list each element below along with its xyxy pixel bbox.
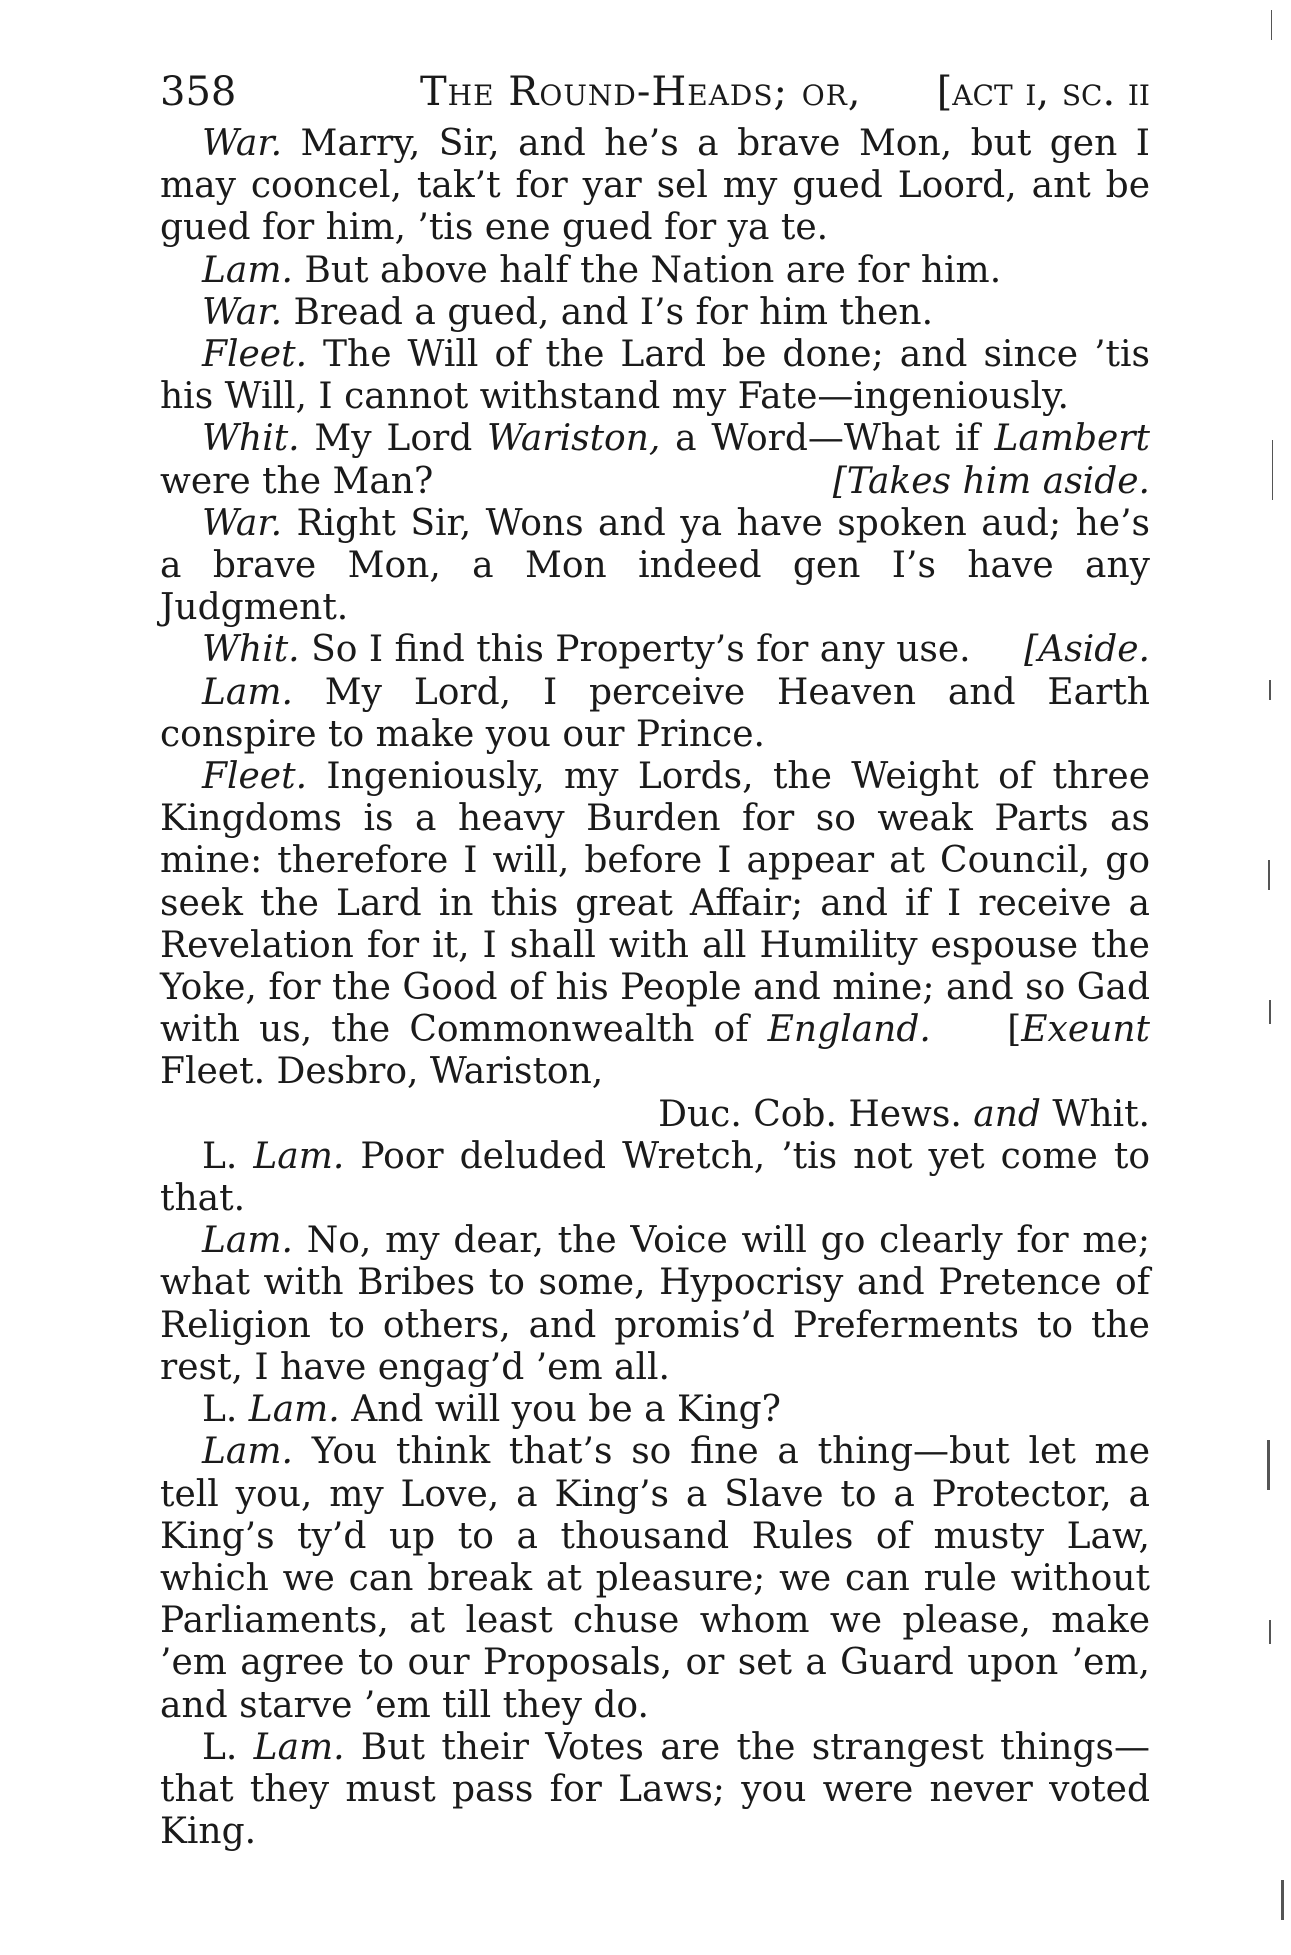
exeunt-names: Fleet. Desbro, Wariston, bbox=[160, 1051, 604, 1093]
speech-text: Ingeniously, my Lords, the Weight of three Kingdoms is a heavy Burden for so weak Parts as mine: therefore I will, before I appear at Council, go seek the Lard in this great Affair; and if I receive a Revelation for it, I shall with all Humility espouse the Yoke, for the Good of his People and mine; and so Gad with us, the Commonwealth of bbox=[160, 756, 1150, 1051]
speaker-name: Fleet. bbox=[202, 334, 308, 376]
speaker-name: Lam. bbox=[202, 249, 293, 291]
exeunt-names-2: Duc. Cob. Hews. bbox=[658, 1093, 974, 1135]
speech bbox=[160, 629, 1150, 671]
speech bbox=[160, 1389, 1150, 1431]
scan-mark bbox=[1271, 10, 1272, 40]
speech bbox=[160, 123, 1150, 250]
speaker-prefix: L. bbox=[202, 1726, 254, 1768]
speaker-name: War. bbox=[202, 123, 283, 164]
speech-text: So I find this Property’s for any use. bbox=[299, 629, 971, 671]
speech-text: Poor deluded Wretch, ’tis not yet come to that. bbox=[160, 1135, 1151, 1220]
speaker-name: War. bbox=[202, 502, 283, 544]
speech bbox=[160, 292, 1150, 334]
page-number: 358 bbox=[160, 69, 237, 115]
speech bbox=[160, 250, 1150, 292]
speech-text: But above half the Nation are for him. bbox=[292, 249, 1002, 291]
speaker-name: Fleet. bbox=[202, 756, 308, 798]
speaker-prefix: L. bbox=[202, 1389, 249, 1431]
speech-text: a Word—What if bbox=[660, 418, 995, 460]
speaker-name: Lam. bbox=[253, 1135, 345, 1177]
speech bbox=[160, 418, 1150, 502]
exeunt-word: Exeunt bbox=[1021, 1009, 1150, 1051]
speaker-name: Whit. bbox=[202, 418, 300, 460]
speaker-name: War. bbox=[202, 291, 283, 333]
stage-direction: [Aside. bbox=[1024, 629, 1150, 671]
exeunt-line-2 bbox=[160, 1094, 1150, 1136]
stage-direction: [Takes him aside. bbox=[832, 460, 1150, 502]
italic-name: Lambert bbox=[994, 418, 1150, 460]
speech bbox=[160, 756, 1150, 1136]
speech-text: were the Man? bbox=[160, 460, 434, 502]
play-text bbox=[160, 123, 1150, 1853]
speaker-name: Whit. bbox=[202, 629, 300, 671]
running-title: The Round-Heads; or, bbox=[420, 69, 862, 115]
speech bbox=[160, 503, 1150, 630]
speaker-name: Lam. bbox=[202, 671, 293, 713]
running-header bbox=[160, 62, 1150, 122]
speech-text: No, my dear, the Voice will go clearly for me; what with Bribes to some, Hypocrisy and Pretence of Religion to others, and promis’d Preferments to the rest, I have engag’d ’em all. bbox=[160, 1220, 1150, 1388]
speaker-name: Lam. bbox=[253, 1726, 345, 1768]
speech-text: Bread a gued, and I’s for him then. bbox=[282, 291, 934, 333]
speech-text: And will you be a King? bbox=[339, 1389, 781, 1431]
scan-mark bbox=[1269, 680, 1271, 700]
speech bbox=[160, 1136, 1150, 1220]
scan-mark bbox=[1267, 1440, 1270, 1490]
speech bbox=[160, 672, 1150, 756]
scan-mark bbox=[1268, 860, 1270, 890]
speaker-name: Lam. bbox=[202, 1220, 293, 1262]
scan-mark bbox=[1272, 440, 1273, 500]
speech-text: You think that’s so fine a thing—but let me tell you, my Love, a King’s a Slave to a Protector, a King’s ty’d up to a thousand Rules of musty Law, which we can break at pleasure; we can rule without Parliaments, at least chuse whom we please, make ’em agree to our Proposals, or set a Guard upon ’em, and starve ’em till they do. bbox=[160, 1431, 1150, 1726]
scan-mark bbox=[1281, 1880, 1284, 1920]
speech bbox=[160, 1727, 1150, 1854]
act-scene-label: [act i, sc. ii bbox=[936, 69, 1150, 115]
speaker-prefix: L. bbox=[202, 1135, 254, 1177]
speech bbox=[160, 1220, 1150, 1389]
italic-name: England. bbox=[767, 1009, 931, 1051]
speaker-name: Lam. bbox=[202, 1431, 293, 1473]
speech-text: But their Votes are the strangest things—that they must pass for Laws; you were never voted King. bbox=[160, 1726, 1150, 1853]
speech-text: My Lord, I perceive Heaven and Earth conspire to make you our Prince. bbox=[160, 671, 1150, 755]
speech bbox=[160, 1431, 1150, 1726]
speech-text: My Lord bbox=[299, 418, 488, 460]
scan-edge-marks bbox=[1251, 0, 1291, 1955]
exeunt-bracket: [ bbox=[1007, 1009, 1022, 1051]
italic-name: Wariston, bbox=[487, 418, 661, 460]
scan-mark bbox=[1269, 1000, 1271, 1024]
exeunt-end: Whit. bbox=[1040, 1093, 1150, 1135]
speech-text: The Will of the Lard be done; and since ’tis his Will, I cannot withstand my Fate—ingeniously. bbox=[160, 334, 1150, 418]
speech-text: Marry, Sir, and he’s a brave Mon, but gen I may cooncel, tak’t for yar sel my gued Loord, ant be gued for him, ’tis ene gued for ya te. bbox=[160, 123, 1150, 249]
scan-mark bbox=[1269, 1620, 1271, 1644]
speech bbox=[160, 334, 1150, 418]
speaker-name: Lam. bbox=[248, 1389, 340, 1431]
exeunt-and: and bbox=[973, 1093, 1041, 1135]
speech-text: Right Sir, Wons and ya have spoken aud; he’s a brave Mon, a Mon indeed gen I’s have any Judgment. bbox=[160, 502, 1150, 629]
